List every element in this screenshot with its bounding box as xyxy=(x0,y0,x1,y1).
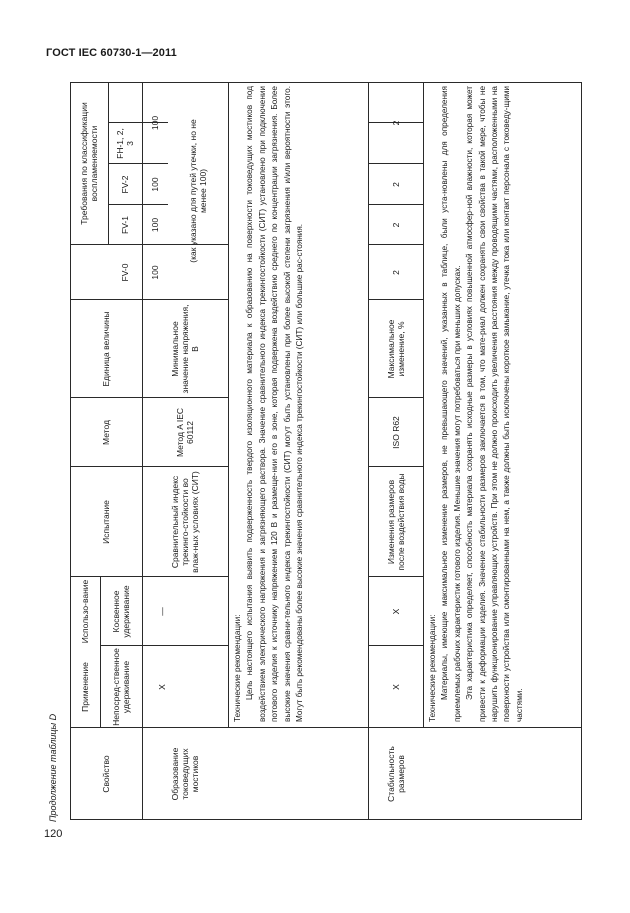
page-number: 120 xyxy=(44,828,63,840)
row1-indirect: — xyxy=(157,607,167,616)
row2-rec-p1: Материалы, имеющие максимальное изменение размеров, не превышающего значений, указанных в таблице, были уста-новлены для определения приемлемых рабочих характеристик готового изделия. Меньшие значения могут потребоваться при меньших допусках. xyxy=(440,86,462,722)
header-application: Применение xyxy=(80,662,90,712)
rule-bottom xyxy=(581,82,582,820)
rule-row2-cells xyxy=(423,82,424,728)
row2-rec-title: Технические рекомендации: xyxy=(428,614,437,722)
row1-property: Образование токоведущих мостиков xyxy=(170,747,200,801)
row2-recommendations xyxy=(427,86,526,722)
row2-unit: Максимальное изменение, % xyxy=(385,319,406,379)
row1-test: Сравнительный индекс трекинго-стойкости во влаж-ных условиях (СИТ) xyxy=(170,471,200,573)
header-fv2: FV-2 xyxy=(120,175,130,194)
row1-recommendations xyxy=(232,86,306,722)
row2-method: ISO R62 xyxy=(390,416,401,449)
row2-property: Стабильность размеров xyxy=(385,746,406,802)
row1-fv2: 100 xyxy=(150,177,160,192)
rule-row1-cells xyxy=(228,82,229,728)
row1-direct: X xyxy=(157,684,167,690)
header-fv0: FV-0 xyxy=(120,263,130,282)
row1-rec-text: Цель настоящего испытания выявить подверженность твердого изоляционного материала к образованию на поверхности токоведущих мостиков под воздействием электрического напряжения и загрязняющего раствора. Значение сравнительного индекса трекингостойкости (СИТ) установлено при подключении потового изделия к источнику напряжением 120 В и размеще-нии его в зоне, которая подвержена воздействию среднего по концентрации загрязнения. Более высокие значения сравни-тельного индекса трекингостойкости (СИТ) могут быть установлены при более высокой степени загрязнения и/или вероятности этого. Могут быть рекомендованы более высокие значения сравнительного индекса трекингостойкости (СИТ) или большие рас-стояния. xyxy=(245,86,305,722)
row2-fv0: 2 xyxy=(390,270,401,275)
row2-rec-p2: Эта характеристика определяет, способность материала сохранять исходные размеры в условиях повышенной атмосфер-ной влажности, которая может привести к деформации изделия. Значение стабильности размеров заключается в том, что мате-риал должен сохранять свои свойства в такой мере, чтобы не нарушить функционирование управляющих устройств. При этом не должно происходить увеличения расстояния между проводящими частями, расположенными на поверхности устройства или смонтированными на нем, а также должны быть исключены короткое замыкание, утечка тока или контакт персонала с токоведу-щими частями. xyxy=(465,86,524,722)
row2-direct: X xyxy=(390,684,401,690)
table-continuation-label: Продолжение таблицы D xyxy=(48,713,58,822)
header-usage: Использо-вание xyxy=(80,579,90,644)
row2-indirect: X xyxy=(390,608,401,615)
header-requirements: Требования по классификации воспламеняемости xyxy=(79,102,99,225)
row1-fv1: 100 xyxy=(150,217,160,233)
header-fv1: FV-1 xyxy=(120,216,130,234)
row2-fh: 2 xyxy=(390,120,401,126)
header-direct: Непосред-ственное удерживание xyxy=(111,648,131,726)
row1-method: Метод A IEC 60112 xyxy=(175,408,195,458)
row1-note: (как указано для путей утечки, но не менее 100) xyxy=(188,119,208,263)
row2-fv1: 2 xyxy=(390,222,401,228)
header-method: Метод xyxy=(101,420,111,445)
header-fh: FH-1, 2, 3 xyxy=(115,128,135,159)
header-unit: Единица величины xyxy=(101,311,111,387)
rotated-table xyxy=(70,82,582,820)
row1-unit: Минимальное значение напряжения, В xyxy=(170,304,200,394)
row1-rec-title: Технические рекомендации: xyxy=(233,614,242,722)
row1-fv0: 100 xyxy=(150,265,160,280)
header-test: Испытание xyxy=(101,500,111,544)
row2-fv2: 2 xyxy=(390,182,401,187)
header-property: Свойство xyxy=(101,755,111,793)
document-header: ГОСТ IEC 60730-1—2011 xyxy=(46,47,177,59)
header-indirect: Косвенное удерживание xyxy=(111,585,131,638)
row2-test: Изменения размеров после воздействия воды xyxy=(385,473,406,571)
row1-fh: 100 xyxy=(150,115,160,131)
